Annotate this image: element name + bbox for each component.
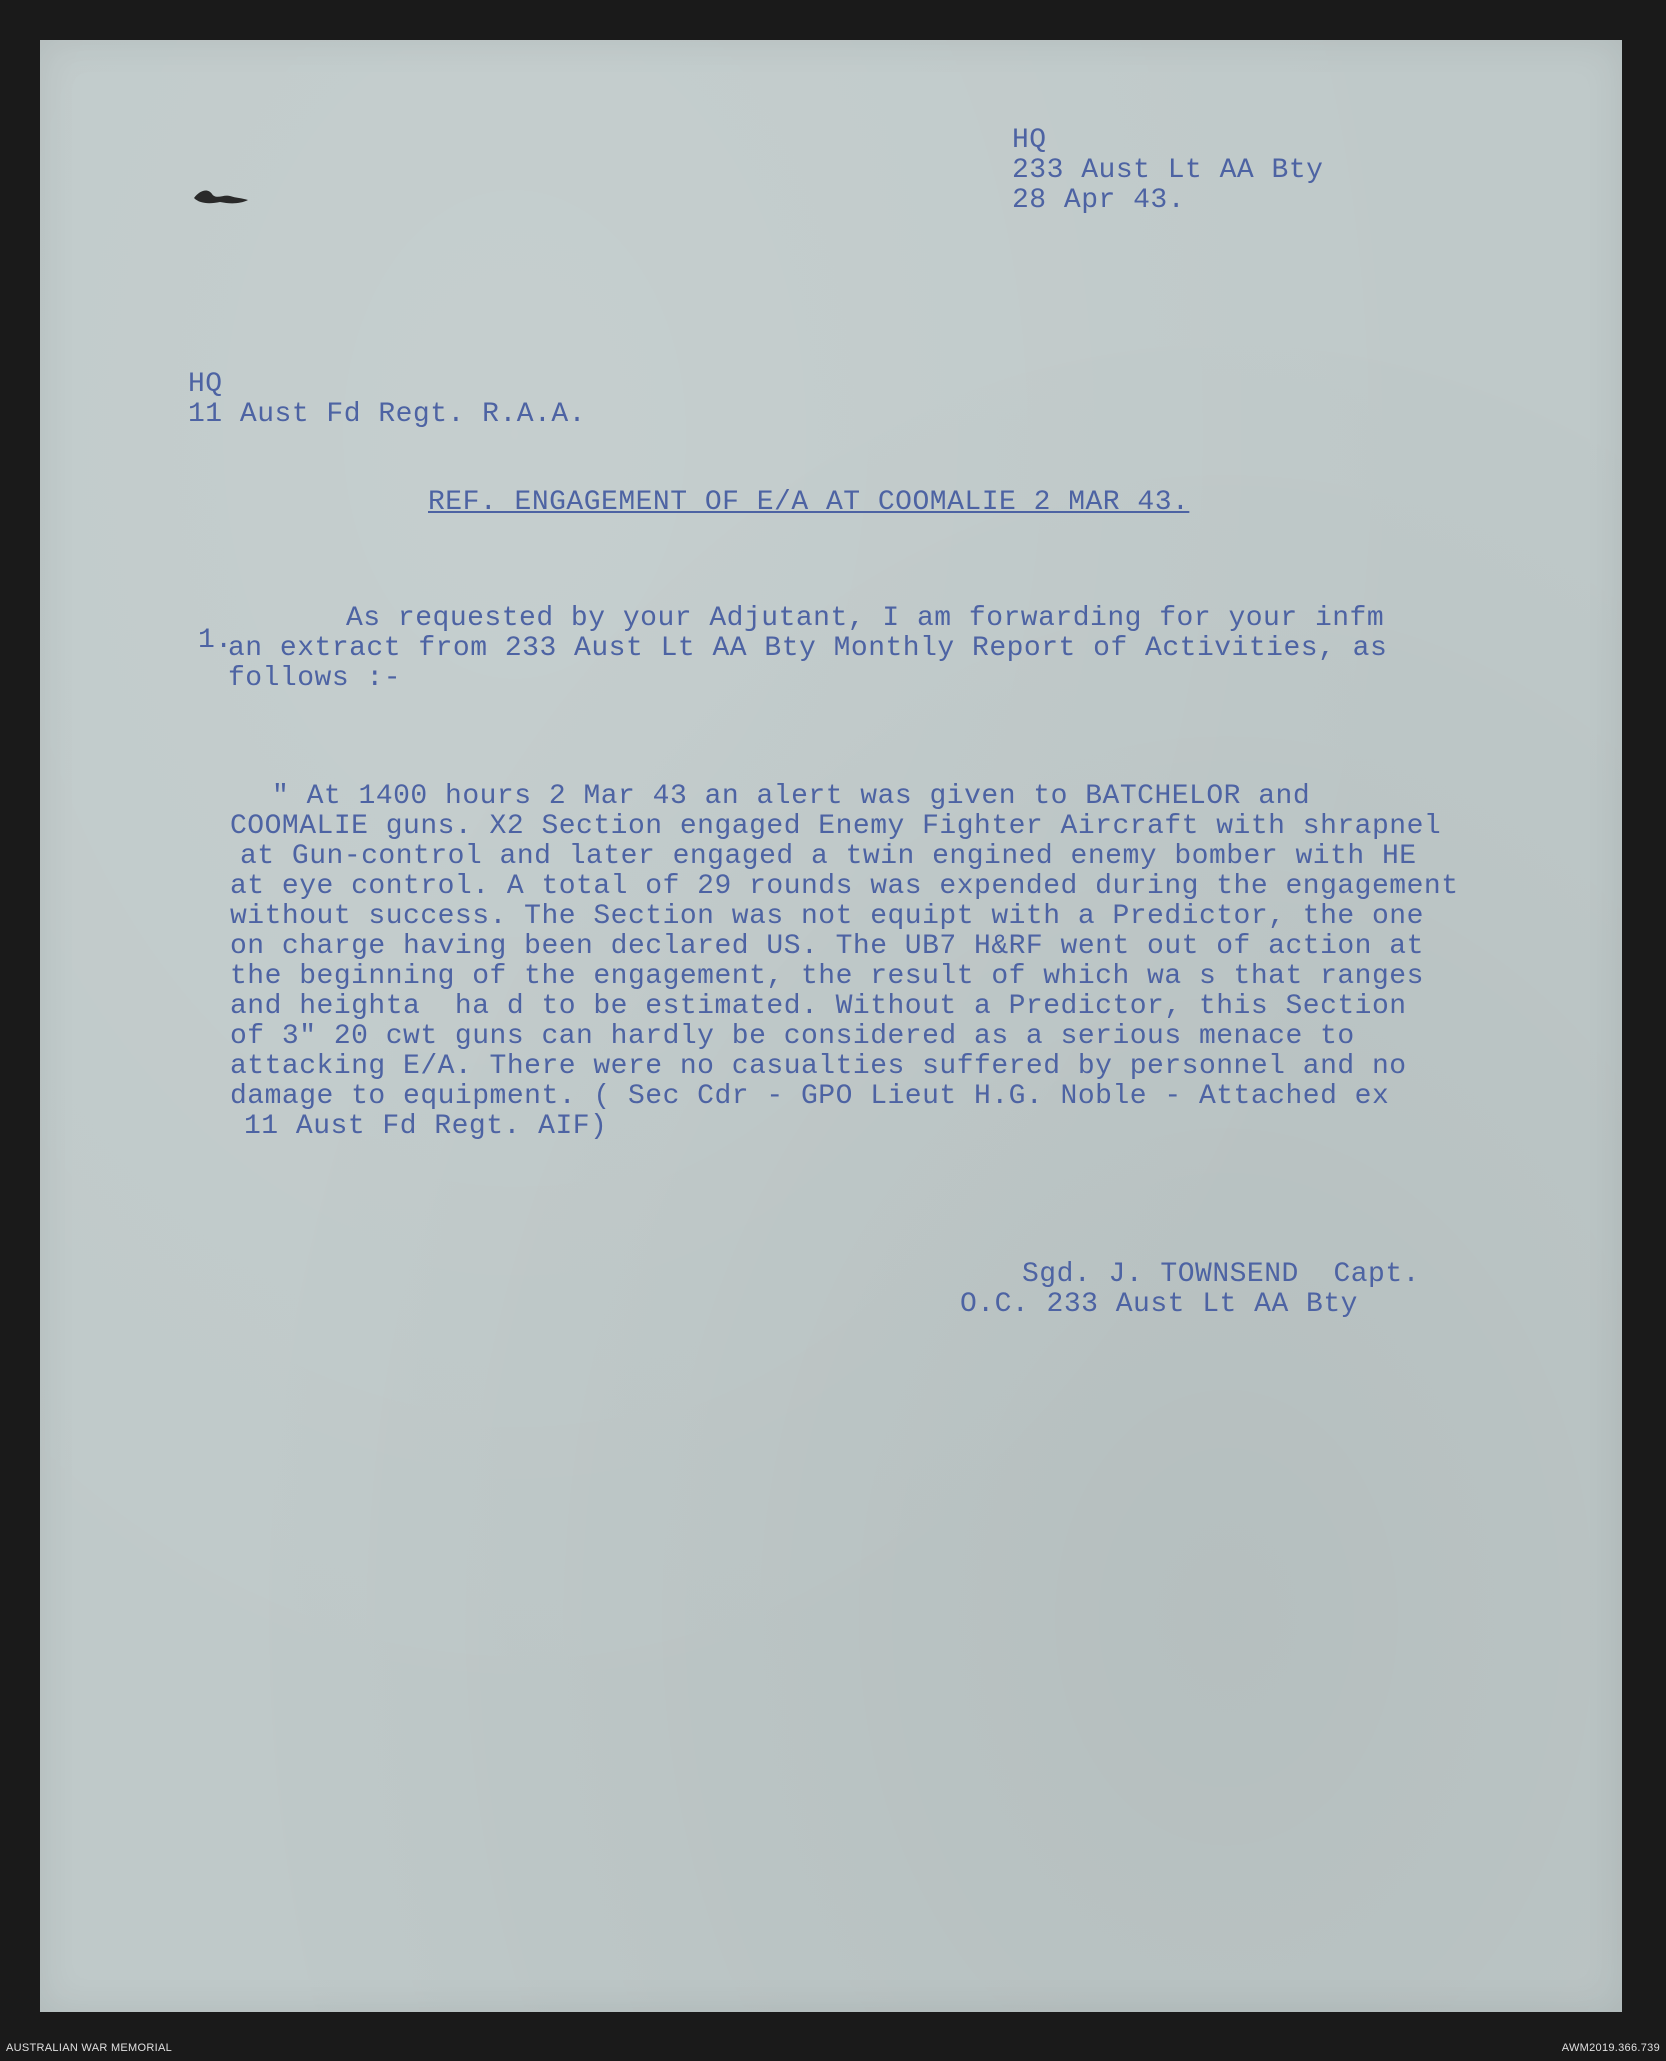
quote-line: without success. The Section was not equipt with a Predictor, the one	[230, 901, 1424, 932]
document-page	[40, 40, 1622, 2012]
quote-line: and heighta ha d to be estimated. Without a Predictor, this Section	[230, 991, 1407, 1022]
quote-line: on charge having been declared US. The UB7 H&RF went out of action at	[230, 931, 1424, 962]
letterhead-line: HQ	[1012, 125, 1047, 156]
letterhead-line: 28 Apr 43.	[1012, 185, 1186, 216]
paragraph-line: As requested by your Adjutant, I am forwarding for your infm	[346, 603, 1385, 634]
addressee-line: HQ	[188, 369, 223, 400]
signature-block	[960, 1260, 1420, 1320]
quote-line: of 3" 20 cwt guns can hardly be considered as a serious menace to	[230, 1021, 1355, 1052]
paragraph-body	[228, 604, 1387, 694]
quote-line: at Gun-control and later engaged a twin engined enemy bomber with HE	[240, 841, 1417, 872]
addressee-block	[188, 370, 586, 430]
paper-tear-mark	[190, 182, 250, 208]
signature-line: Sgd. J. TOWNSEND Capt.	[1022, 1259, 1420, 1290]
paragraph-line: follows :-	[228, 663, 402, 694]
subject-heading: REF. ENGAGEMENT OF E/A AT COOMALIE 2 MAR 43.	[428, 487, 1190, 518]
signature-line: O.C. 233 Aust Lt AA Bty	[960, 1289, 1358, 1320]
paragraph-number: 1.	[198, 625, 233, 656]
quote-line: damage to equipment. ( Sec Cdr - GPO Lieut H.G. Noble - Attached ex	[230, 1081, 1390, 1112]
paragraph-line: an extract from 233 Aust Lt AA Bty Monthly Report of Activities, as	[228, 633, 1388, 664]
archive-footer-right: AWM2019.366.739	[1561, 2042, 1660, 2054]
quote-line: attacking E/A. There were no casualties suffered by personnel and no	[230, 1051, 1407, 1082]
addressee-line: 11 Aust Fd Regt. R.A.A.	[188, 399, 586, 430]
quote-line: " At 1400 hours 2 Mar 43 an alert was given to BATCHELOR and	[272, 781, 1311, 812]
letterhead-block	[1012, 126, 1323, 216]
quote-line: COOMALIE guns. X2 Section engaged Enemy Fighter Aircraft with shrapnel	[230, 811, 1442, 842]
quoted-extract	[230, 782, 1459, 1142]
quote-line: at eye control. A total of 29 rounds was expended during the engagement	[230, 871, 1459, 902]
quote-line: 11 Aust Fd Regt. AIF)	[244, 1111, 608, 1142]
quote-line: the beginning of the engagement, the result of which wa s that ranges	[230, 961, 1424, 992]
letterhead-line: 233 Aust Lt AA Bty	[1012, 155, 1324, 186]
archive-footer-left: AUSTRALIAN WAR MEMORIAL	[6, 2042, 173, 2054]
